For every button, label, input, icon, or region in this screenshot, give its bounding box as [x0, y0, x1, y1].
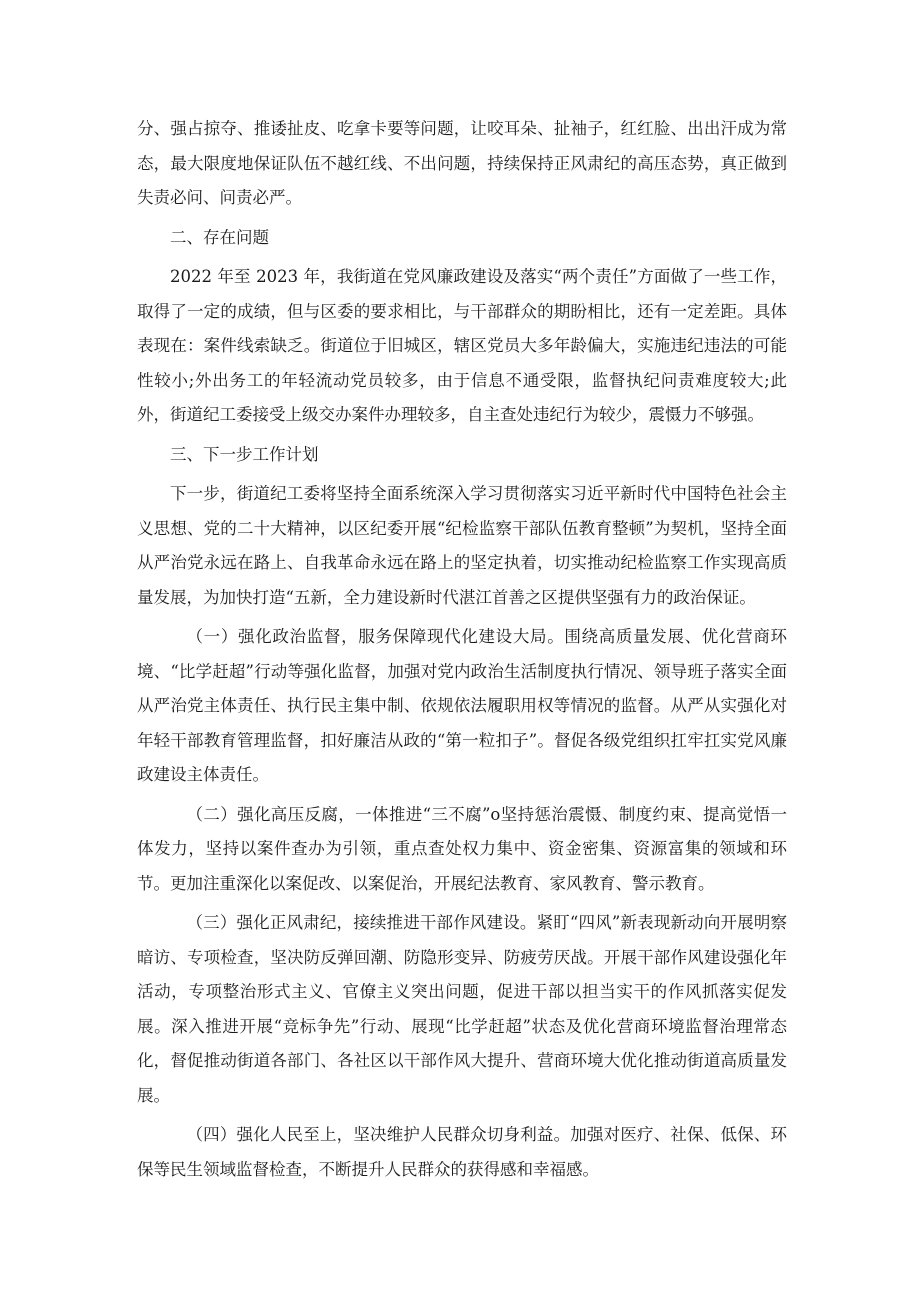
- paragraph-plan: 下一步，街道纪工委将坚持全面系统深入学习贯彻落实习近平新时代中国特色社会主义思想、党的二十大精神，以区纪委开展“纪检监察干部队伍教育整顿”为契机，坚持全面从严治党永远在路上、自我革命永远在路上的坚定执着，切实推动纪检监察工作实现高质量发展，为加快打造“五新，全力建设新时代湛江首善之区提供坚强有力的政治保证。: [137, 484, 787, 607]
- paragraph-continuation: 分、强占掠夺、推诿扯皮、吃拿卡要等问题，让咬耳朵、扯袖子，红红脸、出出汗成为常态，最大限度地保证队伍不越红线、不出问题，持续保持正风肃纪的高压态势，真正做到失责必问、问责必严。: [137, 119, 787, 207]
- plan-item-3: （三）强化正风肃纪，接续推进干部作风建设。紧盯“四风”新表现新动向开展明察暗访、专项检查，坚决防反弹回潮、防隐形变异、防疲劳厌战。开展干部作风建设强化年活动，专项整治形式主义、官僚主义突出问题，促进干部以担当实干的作风抓落实促发展。深入推进开展“竞标争先”行动、展现“比学赶超”状态及优化营商环境监督治理常态化，督促推动街道各部门、各社区以干部作风大提升、营商环境大优化推动街道高质量发展。: [137, 913, 787, 1105]
- plan-item-1: （一）强化政治监督，服务保障现代化建设大局。围绕高质量发展、优化营商环境、“比学赶超”行动等强化监督，加强对党内政治生活制度执行情况、领导班子落实全面从严治党主体责任、执行民主集中制、依规依法履职用权等情况的监督。从严从实强化对年轻干部教育管理监督，扣好廉洁从政的“第一粒扣子”。督促各级党组织扛牢扛实党风廉政建设主体责任。: [137, 627, 787, 784]
- document-body: [137, 112, 787, 1192]
- section-heading-problems: 二、存在问题: [170, 227, 269, 247]
- paragraph-problems: 2022 年至 2023 年，我街道在党风廉政建设及落实“两个责任”方面做了一些工作，取得了一定的成绩，但与区委的要求相比，与干部群众的期盼相比，还有一定差距。具体表现在：案件线索缺乏。街道位于旧城区，辖区党员大多年龄偏大，实施违纪违法的可能性较小;外出务工的年轻流动党员较多，由于信息不通受限，监督执纪问责难度较大;此外，街道纪工委接受上级交办案件办理较多，自主查处违纪行为较少，震慑力不够强。: [137, 267, 787, 424]
- plan-item-4: （四）强化人民至上，坚决维护人民群众切身利益。加强对医疗、社保、低保、环保等民生领域监督检查，不断提升人民群众的获得感和幸福感。: [137, 1125, 787, 1179]
- plan-item-2: （二）强化高压反腐，一体推进“三不腐”o坚持惩治震慑、制度约束、提高觉悟一体发力，坚持以案件查办为引领，重点查处权力集中、资金密集、资源富集的领域和环节。更加注重深化以案促改、以案促治，开展纪法教育、家风教育、警示教育。: [137, 804, 787, 893]
- section-heading-plan: 三、下一步工作计划: [170, 444, 319, 464]
